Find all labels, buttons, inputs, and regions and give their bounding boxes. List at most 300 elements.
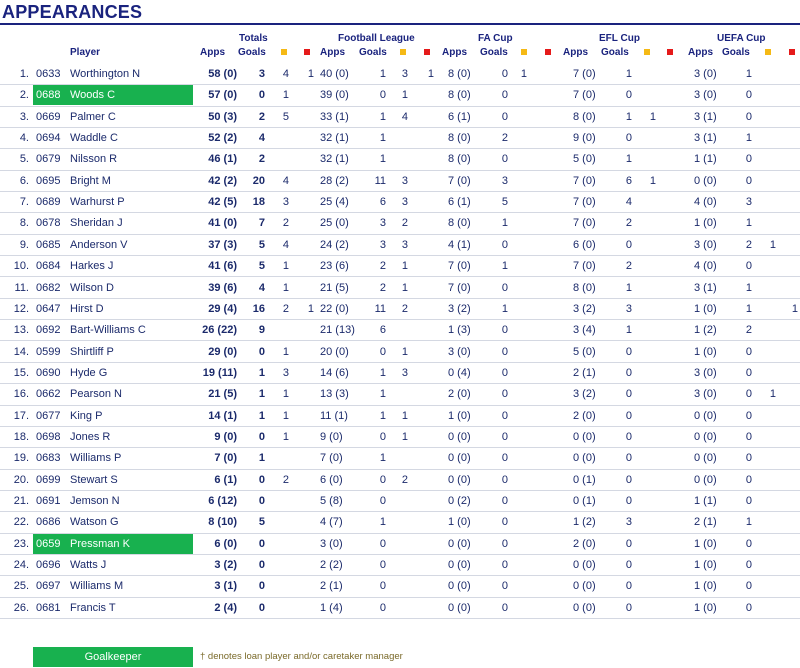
player-number: 3. (19, 110, 29, 123)
player-code: 0699 (36, 473, 61, 486)
uefacup-goals: 1 (745, 132, 752, 145)
league-yellow: 1 (401, 281, 408, 294)
player-number: 14. (13, 345, 29, 358)
league-goals: 1 (379, 516, 386, 529)
uefacup-apps: 3 (1) (694, 110, 717, 123)
league-goals: 11 (374, 302, 386, 315)
player-code: 0697 (36, 580, 61, 593)
facup-apps: 8 (0) (448, 217, 471, 230)
player-number: 19. (13, 452, 29, 465)
league-apps: 28 (2) (320, 174, 349, 187)
facup-goals: 0 (501, 281, 508, 294)
uefacup-apps: 0 (0) (694, 174, 717, 187)
totals-apps: 26 (22) (202, 324, 237, 337)
facup-yellow: 1 (520, 68, 527, 80)
facup-goals: 0 (501, 452, 508, 465)
league-goals: 0 (379, 559, 386, 572)
facup-goals: 1 (501, 302, 508, 315)
player-code: 0682 (36, 281, 61, 294)
league-goals: 0 (379, 345, 386, 358)
totals-goals: 18 (252, 196, 265, 209)
eflcup-apps: 7 (0) (573, 68, 596, 80)
uefacup-goals: 0 (745, 260, 752, 273)
totals-yellow: 2 (282, 302, 289, 315)
uefacup-apps: 1 (0) (694, 302, 717, 315)
table-row (0, 128, 800, 149)
player-number: 9. (19, 238, 29, 251)
table-row (0, 576, 800, 597)
league-apps: 11 (1) (320, 409, 348, 422)
totals-goals: 4 (258, 132, 265, 145)
facup-goals: 0 (501, 537, 508, 550)
table-row (0, 427, 800, 448)
eflcup-apps: 2 (1) (573, 366, 596, 379)
facup-apps: 0 (0) (448, 601, 471, 614)
facup-apps: 8 (0) (448, 89, 471, 102)
player-number: 1. (19, 68, 29, 80)
totals-goals: 7 (258, 217, 265, 230)
eflcup-goals: 1 (625, 110, 632, 123)
eflcup-goals: 1 (625, 153, 632, 166)
player-code: 0690 (36, 366, 61, 379)
player-code: 0633 (36, 68, 61, 80)
facup-apps: 1 (0) (448, 409, 471, 422)
player-name: Harkes J (70, 260, 114, 273)
facup-goals: 0 (501, 473, 508, 486)
league-yellow: 1 (401, 89, 408, 102)
header-league-goals: Goals (359, 47, 387, 58)
uefacup-apps: 1 (0) (694, 537, 717, 550)
league-apps: 9 (0) (320, 430, 343, 443)
eflcup-apps: 8 (0) (573, 110, 596, 123)
header-facup-goals: Goals (480, 47, 508, 58)
player-name: Bright M (70, 174, 111, 187)
loan-note: † denotes loan player and/or caretaker manager (200, 651, 403, 662)
totals-goals: 16 (252, 302, 265, 315)
player-number: 16. (13, 388, 29, 401)
league-goals: 6 (379, 324, 386, 337)
totals-yellow: 3 (282, 196, 289, 209)
player-code: 0677 (36, 409, 61, 422)
player-code: 0695 (36, 174, 61, 187)
facup-goals: 0 (501, 495, 508, 507)
league-apps: 7 (0) (320, 452, 343, 465)
league-apps: 20 (0) (320, 345, 349, 358)
facup-apps: 7 (0) (448, 260, 471, 273)
league-yellow: 2 (401, 302, 408, 315)
player-name: Watson G (70, 516, 119, 529)
player-number: 5. (19, 153, 29, 166)
facup-apps: 3 (0) (448, 345, 471, 358)
eflcup-goals: 3 (625, 516, 632, 529)
uefacup-apps: 1 (2) (694, 324, 717, 337)
uefacup-apps: 3 (0) (694, 366, 717, 379)
player-number: 25. (13, 580, 29, 593)
player-code: 0662 (36, 388, 61, 401)
league-goals: 0 (379, 495, 386, 507)
totals-apps: 41 (6) (208, 260, 237, 273)
red-card-icon (789, 49, 795, 55)
eflcup-goals: 4 (625, 196, 632, 209)
table-row (0, 534, 800, 555)
red-card-icon (424, 49, 430, 55)
facup-goals: 0 (501, 110, 508, 123)
league-yellow: 4 (401, 110, 408, 123)
header-eflcup-goals: Goals (601, 47, 629, 58)
uefacup-yellow: 1 (769, 388, 776, 401)
facup-apps: 8 (0) (448, 68, 471, 80)
league-goals: 0 (379, 430, 386, 443)
table-row (0, 598, 800, 619)
header-efl-cup: EFL Cup (599, 33, 640, 44)
totals-goals: 0 (258, 430, 265, 443)
player-name: Francis T (70, 601, 116, 614)
league-goals: 1 (379, 388, 386, 401)
eflcup-goals: 0 (625, 580, 632, 593)
player-name: Worthington N (70, 68, 141, 80)
league-goals: 0 (379, 537, 386, 550)
uefacup-goals: 0 (745, 430, 752, 443)
eflcup-yellow: 1 (649, 110, 656, 123)
eflcup-apps: 0 (0) (573, 601, 596, 614)
eflcup-goals: 0 (625, 132, 632, 145)
table-row (0, 448, 800, 469)
eflcup-apps: 1 (2) (573, 516, 596, 529)
table-row (0, 107, 800, 128)
table-row (0, 299, 800, 320)
totals-apps: 9 (0) (214, 430, 237, 443)
facup-goals: 0 (501, 388, 508, 401)
table-row (0, 384, 800, 405)
player-name: Sheridan J (70, 217, 123, 230)
header-totals-goals: Goals (238, 47, 266, 58)
totals-apps: 52 (2) (208, 132, 237, 145)
league-yellow: 3 (401, 238, 408, 251)
table-row (0, 149, 800, 170)
totals-apps: 57 (0) (208, 89, 237, 102)
table-row (0, 85, 800, 106)
totals-yellow: 3 (282, 366, 289, 379)
league-goals: 1 (379, 132, 386, 145)
eflcup-goals: 0 (625, 366, 632, 379)
totals-goals: 0 (258, 559, 265, 572)
facup-apps: 0 (0) (448, 537, 471, 550)
facup-apps: 7 (0) (448, 281, 471, 294)
league-apps: 21 (13) (320, 324, 355, 337)
league-goals: 2 (379, 281, 386, 294)
league-yellow: 1 (401, 409, 408, 422)
player-number: 7. (19, 196, 29, 209)
player-number: 8. (19, 217, 29, 230)
totals-yellow: 1 (282, 260, 289, 273)
uefacup-apps: 1 (0) (694, 559, 717, 572)
uefacup-apps: 0 (0) (694, 430, 717, 443)
facup-apps: 7 (0) (448, 174, 471, 187)
league-yellow: 1 (401, 345, 408, 358)
eflcup-apps: 6 (0) (573, 238, 596, 251)
facup-apps: 6 (1) (448, 196, 471, 209)
eflcup-goals: 0 (625, 238, 632, 251)
totals-yellow: 5 (282, 110, 289, 123)
table-row (0, 512, 800, 533)
eflcup-apps: 8 (0) (573, 281, 596, 294)
totals-goals: 5 (258, 516, 265, 529)
league-goals: 0 (379, 473, 386, 486)
league-goals: 1 (379, 153, 386, 166)
header-totals-apps: Apps (200, 47, 225, 58)
uefacup-apps: 3 (0) (694, 388, 717, 401)
eflcup-apps: 0 (0) (573, 559, 596, 572)
table-row (0, 256, 800, 277)
player-code: 0688 (36, 89, 61, 102)
eflcup-goals: 0 (625, 409, 632, 422)
eflcup-goals: 2 (625, 217, 632, 230)
totals-goals: 5 (258, 260, 265, 273)
league-red: 1 (427, 68, 434, 80)
table-row (0, 555, 800, 576)
uefacup-goals: 0 (745, 580, 752, 593)
player-number: 12. (13, 302, 29, 315)
totals-yellow: 4 (282, 68, 289, 80)
eflcup-apps: 2 (0) (573, 537, 596, 550)
table-row (0, 171, 800, 192)
totals-apps: 37 (3) (208, 238, 237, 251)
league-yellow: 3 (401, 174, 408, 187)
player-code: 0684 (36, 260, 61, 273)
facup-goals: 0 (501, 409, 508, 422)
eflcup-goals: 2 (625, 260, 632, 273)
totals-goals: 1 (258, 388, 265, 401)
eflcup-goals: 0 (625, 559, 632, 572)
totals-goals: 0 (258, 537, 265, 550)
player-name: Watts J (70, 559, 107, 572)
title-divider (0, 23, 800, 25)
league-yellow: 1 (401, 430, 408, 443)
totals-apps: 2 (4) (214, 601, 237, 614)
facup-goals: 0 (501, 345, 508, 358)
facup-goals: 0 (501, 559, 508, 572)
uefacup-apps: 4 (0) (694, 260, 717, 273)
yellow-card-icon (765, 49, 771, 55)
totals-apps: 6 (0) (214, 537, 237, 550)
facup-goals: 0 (501, 89, 508, 102)
league-yellow: 3 (401, 196, 408, 209)
player-code: 0691 (36, 495, 61, 507)
facup-goals: 0 (501, 324, 508, 337)
uefacup-goals: 1 (745, 281, 752, 294)
player-name: Palmer C (70, 110, 116, 123)
table-row (0, 406, 800, 427)
player-name: Stewart S (70, 473, 118, 486)
eflcup-apps: 2 (0) (573, 409, 596, 422)
player-name: Anderson V (70, 238, 128, 251)
totals-apps: 19 (11) (202, 366, 237, 379)
player-number: 10. (13, 260, 29, 273)
league-yellow: 2 (401, 217, 408, 230)
player-code: 0696 (36, 559, 61, 572)
totals-red: 1 (307, 302, 314, 315)
player-code: 0692 (36, 324, 61, 337)
facup-goals: 0 (501, 153, 508, 166)
league-yellow: 2 (401, 473, 408, 486)
totals-yellow: 4 (282, 174, 289, 187)
facup-apps: 2 (0) (448, 388, 471, 401)
player-number: 23. (13, 537, 29, 550)
eflcup-goals: 1 (625, 281, 632, 294)
eflcup-goals: 0 (625, 345, 632, 358)
league-yellow: 1 (401, 260, 408, 273)
facup-goals: 0 (501, 238, 508, 251)
league-goals: 3 (379, 238, 386, 251)
uefacup-goals: 0 (745, 601, 752, 614)
totals-goals: 5 (258, 238, 265, 251)
totals-apps: 6 (1) (214, 473, 237, 486)
player-code: 0647 (36, 302, 61, 315)
facup-goals: 0 (501, 430, 508, 443)
totals-goals: 0 (258, 473, 265, 486)
league-apps: 24 (2) (320, 238, 349, 251)
league-goals: 1 (379, 452, 386, 465)
league-apps: 21 (5) (320, 281, 349, 294)
league-apps: 23 (6) (320, 260, 349, 273)
table-row (0, 278, 800, 299)
league-apps: 13 (3) (320, 388, 349, 401)
red-card-icon (304, 49, 310, 55)
player-number: 17. (13, 409, 29, 422)
totals-goals: 4 (258, 281, 265, 294)
uefacup-goals: 0 (745, 559, 752, 572)
page-title: APPEARANCES (2, 2, 143, 22)
uefacup-goals: 1 (745, 68, 752, 80)
totals-yellow: 1 (282, 281, 289, 294)
facup-goals: 1 (501, 260, 508, 273)
totals-goals: 1 (258, 366, 265, 379)
player-number: 11. (14, 281, 29, 294)
totals-yellow: 4 (282, 238, 289, 251)
header-league-apps: Apps (320, 47, 345, 58)
header-football-league: Football League (338, 33, 415, 44)
league-apps: 3 (0) (320, 537, 343, 550)
uefacup-goals: 0 (745, 409, 752, 422)
uefacup-apps: 1 (1) (694, 495, 717, 507)
player-name: Waddle C (70, 132, 118, 145)
facup-apps: 0 (0) (448, 473, 471, 486)
table-row (0, 470, 800, 491)
player-name: Jemson N (70, 495, 120, 507)
uefacup-yellow: 1 (769, 238, 776, 251)
goalkeeper-legend: Goalkeeper (33, 647, 193, 667)
facup-apps: 1 (3) (448, 324, 471, 337)
uefacup-apps: 1 (1) (694, 153, 717, 166)
uefacup-goals: 0 (745, 388, 752, 401)
totals-apps: 39 (6) (208, 281, 237, 294)
league-apps: 4 (7) (320, 516, 343, 529)
totals-apps: 46 (1) (208, 153, 237, 166)
totals-apps: 41 (0) (208, 217, 237, 230)
totals-apps: 50 (3) (208, 110, 237, 123)
eflcup-apps: 7 (0) (573, 196, 596, 209)
player-code: 0698 (36, 430, 61, 443)
eflcup-apps: 7 (0) (573, 217, 596, 230)
facup-apps: 0 (0) (448, 452, 471, 465)
uefacup-goals: 1 (745, 302, 752, 315)
uefacup-goals: 3 (745, 196, 752, 209)
totals-apps: 42 (2) (208, 174, 237, 187)
eflcup-apps: 7 (0) (573, 260, 596, 273)
uefacup-goals: 0 (745, 452, 752, 465)
table-row (0, 320, 800, 341)
league-apps: 25 (0) (320, 217, 349, 230)
uefacup-apps: 1 (0) (694, 217, 717, 230)
eflcup-goals: 1 (625, 68, 632, 80)
facup-apps: 0 (4) (448, 366, 471, 379)
player-number: 4. (19, 132, 29, 145)
header-fa-cup: FA Cup (478, 33, 513, 44)
uefacup-apps: 3 (0) (694, 238, 717, 251)
player-name: Wilson D (70, 281, 115, 294)
player-code: 0681 (36, 601, 61, 614)
player-code: 0678 (36, 217, 61, 230)
facup-apps: 0 (2) (448, 495, 471, 507)
eflcup-goals: 1 (625, 324, 632, 337)
player-number: 2. (19, 89, 29, 102)
eflcup-goals: 0 (625, 601, 632, 614)
uefacup-goals: 0 (745, 537, 752, 550)
eflcup-goals: 0 (625, 537, 632, 550)
league-apps: 2 (1) (320, 580, 343, 593)
player-number: 13. (13, 324, 29, 337)
eflcup-apps: 7 (0) (573, 174, 596, 187)
player-code: 0659 (36, 537, 61, 550)
uefacup-apps: 3 (0) (694, 89, 717, 102)
league-apps: 1 (4) (320, 601, 343, 614)
table-row (0, 235, 800, 256)
table-row (0, 491, 800, 512)
league-goals: 0 (379, 580, 386, 593)
player-code: 0689 (36, 196, 61, 209)
table-row (0, 342, 800, 363)
player-name: Williams P (70, 452, 122, 465)
red-card-icon (545, 49, 551, 55)
league-apps: 40 (0) (320, 68, 349, 80)
totals-goals: 3 (258, 68, 265, 80)
facup-goals: 0 (501, 580, 508, 593)
facup-apps: 8 (0) (448, 153, 471, 166)
league-goals: 1 (379, 366, 386, 379)
totals-yellow: 1 (282, 430, 289, 443)
totals-apps: 6 (12) (208, 495, 237, 507)
header-facup-apps: Apps (442, 47, 467, 58)
totals-yellow: 1 (282, 388, 289, 401)
eflcup-apps: 9 (0) (573, 132, 596, 145)
uefacup-apps: 3 (1) (694, 132, 717, 145)
league-apps: 22 (0) (320, 302, 349, 315)
header-uefacup-apps: Apps (688, 47, 713, 58)
player-name: Nilsson R (70, 153, 118, 166)
uefacup-apps: 2 (1) (694, 516, 717, 529)
eflcup-yellow: 1 (649, 174, 656, 187)
yellow-card-icon (644, 49, 650, 55)
eflcup-apps: 0 (1) (573, 495, 596, 507)
uefacup-apps: 0 (0) (694, 473, 717, 486)
eflcup-apps: 3 (4) (573, 324, 596, 337)
player-number: 24. (13, 559, 29, 572)
uefacup-goals: 1 (745, 516, 752, 529)
league-yellow: 3 (401, 366, 408, 379)
facup-apps: 0 (0) (448, 559, 471, 572)
league-goals: 6 (379, 196, 386, 209)
uefacup-apps: 4 (0) (694, 196, 717, 209)
